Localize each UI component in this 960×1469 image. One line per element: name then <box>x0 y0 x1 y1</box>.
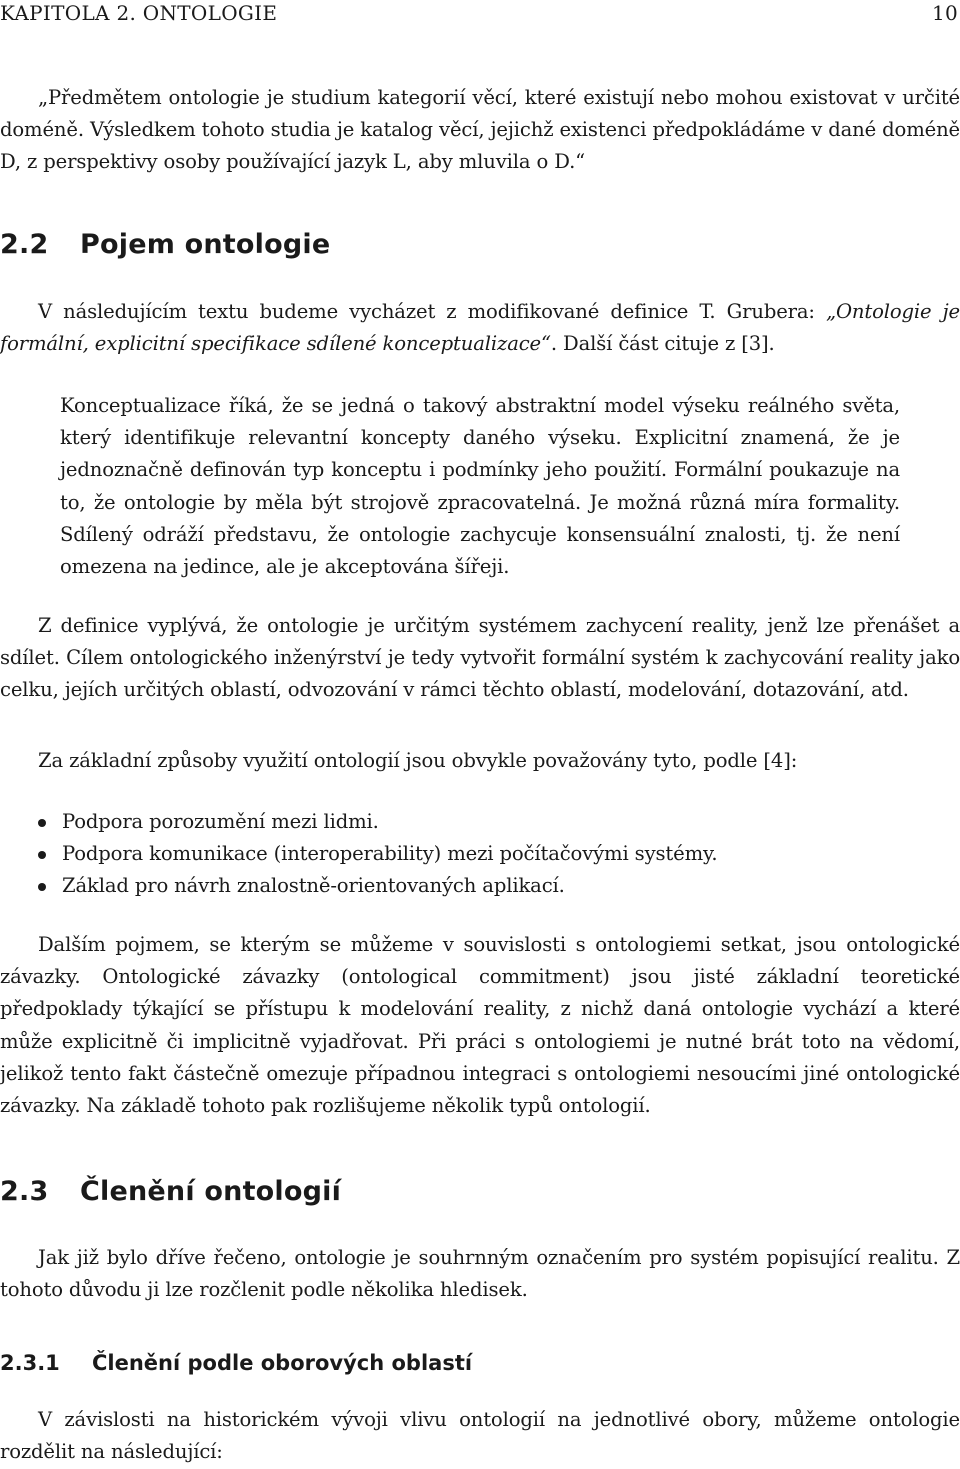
bullet-icon <box>38 851 46 859</box>
section-number: 2.3 <box>0 1176 49 1207</box>
list-item <box>0 838 960 870</box>
bullet-icon <box>38 883 46 891</box>
list-item-text: Základ pro návrh znalostně-orientovaných aplikací. <box>62 874 565 898</box>
list-item <box>0 870 960 902</box>
paragraph-ontological-commitments: Dalším pojmem, se kterým se můžeme v souvislosti s ontologiemi setkat, jsou ontologické závazky. Ontologické závazky (ontological commitment) jsou jisté základní teoretické předpoklady týkající se přístupu k modelování reality, z nichž daná ontologie vychází a které může explicitně či implicitně vyjadřovat. Při práci s ontologiemi je nutné brát toto na vědomí, jelikož tento fakt částečně omezuje případnou integraci s ontologiemi nesoucími jiné ontologické závazky. Na základě tohoto pak rozlišujeme několik typů ontologií. <box>0 933 960 1118</box>
subsection-title: Členění podle oborových oblastí <box>92 1351 473 1375</box>
bullet-icon <box>38 819 46 827</box>
page-number: 10 <box>931 1 958 25</box>
subsection-number: 2.3.1 <box>0 1351 60 1375</box>
paragraph-usage-intro: Za základní způsoby využití ontologií jsou obvykle považovány tyto, podle [4]: <box>38 749 798 772</box>
list-item-text: Podpora porozumění mezi lidmi. <box>62 810 379 833</box>
section-heading-2-2 <box>0 228 960 262</box>
paragraph-domain-classification: V závislosti na historickém vývoji vlivu ontologií na jednotlivé obory, můžeme ontologie rozdělit na následující: <box>0 1408 960 1464</box>
section-heading-2-3 <box>0 1175 960 1209</box>
definition-paragraph <box>0 296 960 360</box>
definition-italic-quote: „Ontologie je formální, explicitní specifikace sdílené konceptualizace“ <box>0 300 960 356</box>
section-number: 2.2 <box>0 229 49 260</box>
subsection-heading-2-3-1 <box>0 1349 960 1377</box>
definition-text-end: . Další část cituje z [3]. <box>550 332 775 356</box>
chapter-title: KAPITOLA 2. ONTOLOGIE <box>0 1 278 25</box>
list-item-text: Podpora komunikace (interoperability) mezi počítačovými systémy. <box>62 842 718 866</box>
definition-text-start: V následujícím textu budeme vycházet z modifikované definice T. Grubera: <box>38 300 827 323</box>
paragraph-definition-implication: Z definice vyplývá, že ontologie je určitým systémem zachycení reality, jenž lze přenášet a sdílet. Cílem ontologického inženýrství je tedy vytvořit formální systém k zachycování reality jako celku, jejích určitých oblastí, odvozování v rámci těchto oblastí, modelování, dotazování, atd. <box>0 614 960 702</box>
conceptualization-quote-block: Konceptualizace říká, že se jedná o takový abstraktní model výseku reálného světa, který identifikuje relevantní koncepty daného výseku. Explicitní znamená, že je jednoznačně definován typ konceptu i podmínky jeho použití. Formální poukazuje na to, že ontologie by měla být strojově zpracovatelná. Je možná různá míra formality. Sdílený odráží představu, že ontologie zachycuje konsensuální znalosti, tj. že není omezena na jedince, ale je akceptována šířeji. <box>60 394 900 579</box>
running-header <box>0 0 960 26</box>
usage-bullet-list <box>0 806 960 903</box>
section-title: Pojem ontologie <box>80 229 331 260</box>
section-title: Členění ontologií <box>80 1176 342 1207</box>
list-item <box>0 806 960 838</box>
paragraph-classification-intro: Jak již bylo dříve řečeno, ontologie je souhrnným označením pro systém popisující realitu. Z tohoto důvodu ji lze rozčlenit podle několika hledisek. <box>0 1246 960 1302</box>
intro-quote-paragraph: „Předmětem ontologie je studium kategorií věcí, které existují nebo mohou existovat v určité doméně. Výsledkem tohoto studia je katalog věcí, jejichž existenci předpokládáme v dané doméně D, z perspektivy osoby používající jazyk L, aby mluvila o D.“ <box>0 86 960 174</box>
